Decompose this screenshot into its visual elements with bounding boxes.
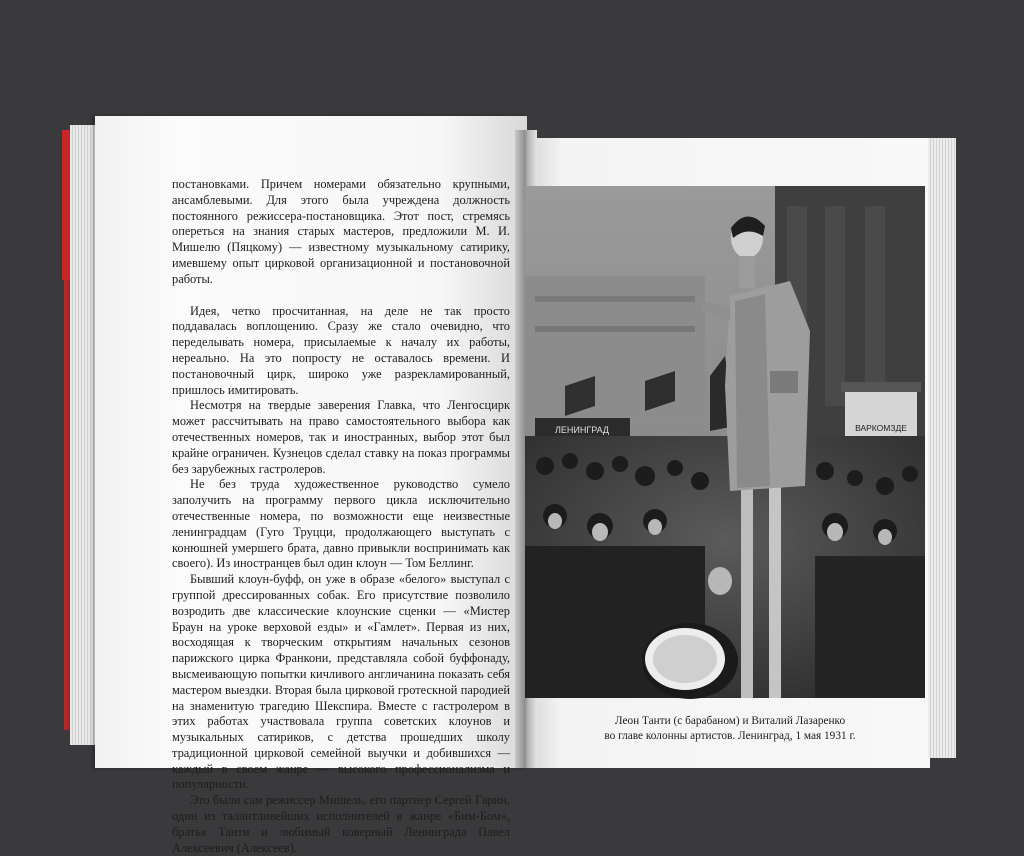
left-page-text	[172, 177, 510, 856]
paragraph: Бывший клоун-буфф, он уже в образе «белого» выступал с группой дрессированных собак. Его присутствие позволило возродить две классические клоунские сценки — «Мистер Браун на уроке верховой езды» и «Гамлет». Первая из них, восходящая к творческим открытиям начальных сезонов парижского цирка Франкони, представляла собой буффонаду, высмеивающую попытки кичливого англичанина показать себя мастером выездки. Вторая была цирковой гротескной пародией на знаменитую трагедию Шекспира. Вместе с гастролером в этих работах участвовала группа советских клоунов и музыкальных сатириков, с детства прошедших школу традиционной цирковой семейной выучки и добившихся — каждый в своем жанре — высокого профессионализма и популярности.	[172, 572, 510, 792]
historical-photo	[525, 186, 925, 698]
photo-banner-text: ЛЕНИНГРАД	[554, 425, 610, 435]
paragraph: постановками. Причем номерами обязательно крупными, ансамблевыми. Для этого была учреждена должность постоянного режиссера-постановщика. Этот пост, стремясь опереться на знания старых мастеров, предложили М. И. Мишелю (Пяцкому) — известному музыкальному сатирику, имевшему опыт цирковой организационной и постановочной работы.	[172, 177, 510, 286]
paragraph: Несмотря на твердые заверения Главка, что Ленгосцирк может рассчитывать на право самостоятельного выбора как отечественных номеров, так и иностранных, выбор этот был крайне ограничен. Кузнецов сделал ставку на показ программы без зарубежных гастролеров.	[172, 398, 510, 476]
photo-caption	[540, 714, 920, 744]
photo-illustration	[525, 186, 925, 698]
page-stack-right	[928, 138, 956, 758]
caption-line: Леон Танти (с барабаном) и Виталий Лазаренко	[614, 715, 846, 727]
photo-kiosk-sign: ВАРКОМЗДЕ	[855, 423, 907, 433]
caption-line: во главе колонны артистов. Ленинград, 1 мая 1931 г.	[604, 730, 856, 742]
paragraph: Это были сам режиссер Мишель, его партнер Сергей Гарин, один из талантливейших исполнителей в жанре «Бим-Бом», братья Танти и любимый коверный Ленинграда Павел Алексеевич (Алексеев).	[172, 793, 510, 855]
paragraph: Не без труда художественное руководство сумело заполучить на программу первого цикла исключительно отечественные номера, по возможности еще неизвестные ленинградцам (Гуго Труцци, продолжающего выступать с конюшней умершего брата, давно привыкли воспринимать как своего). Из иностранцев был один клоун — Том Беллинг.	[172, 477, 510, 571]
paragraph: Идея, четко просчитанная, на деле не так просто поддавалась воплощению. Сразу же стало очевидно, что переделывать номера, присылаемые к началу их работы, нереально. На это попросту не оставалось времени. И постановочный цирк, широко уже разрекламированный, пришлось имитировать.	[172, 303, 510, 397]
